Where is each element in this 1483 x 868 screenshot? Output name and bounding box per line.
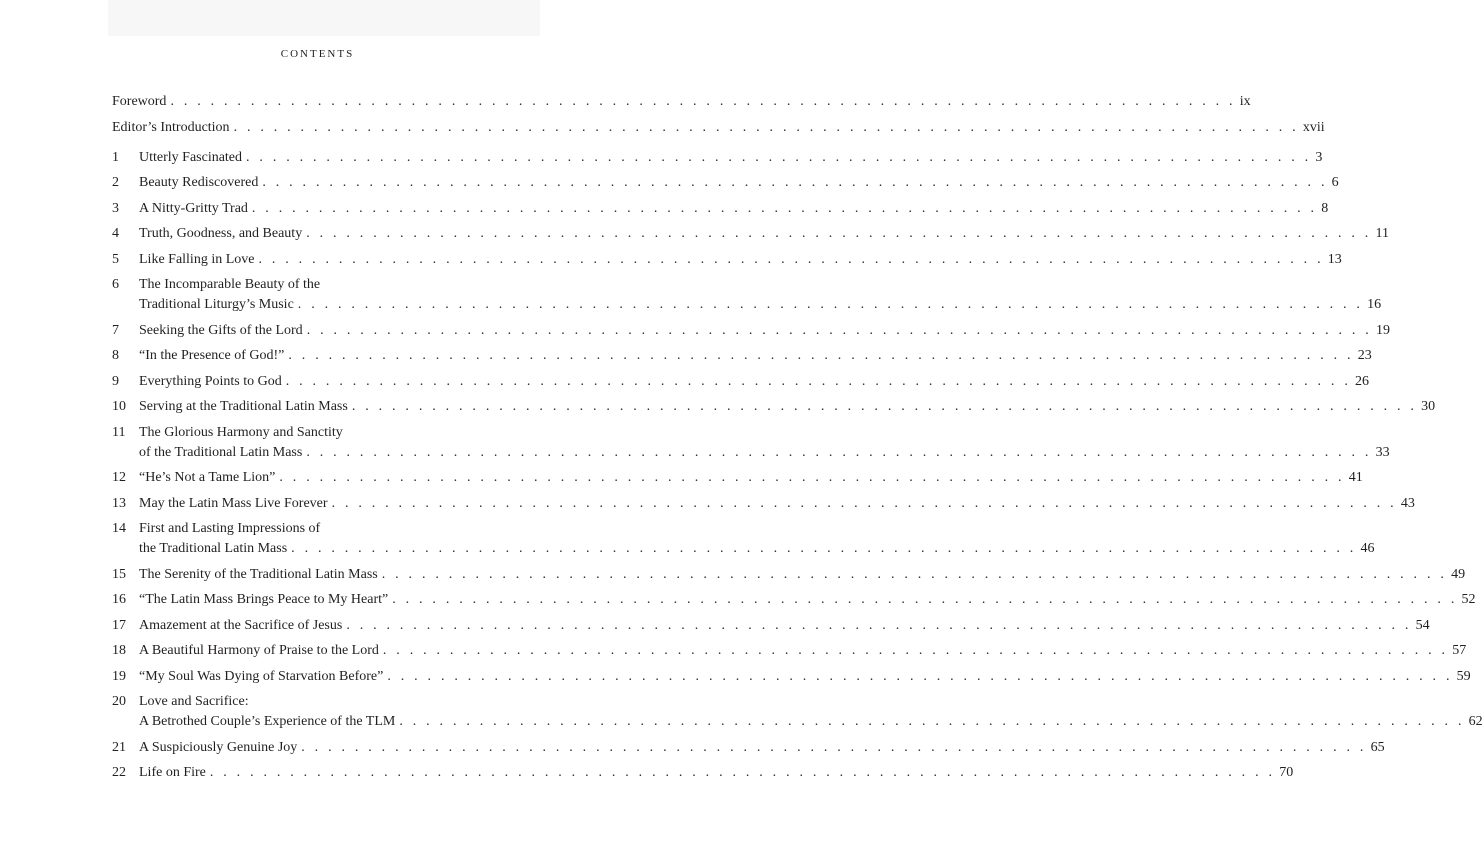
toc-line — [139, 692, 537, 712]
entry-title: Utterly Fascinated — [139, 149, 243, 165]
toc-line — [139, 295, 1382, 315]
toc-line — [139, 641, 1467, 661]
toc-chapter-entry[interactable] — [112, 616, 1430, 636]
entry-title: Foreword — [112, 94, 167, 109]
entry-title: A Nitty-Gritty Trad — [139, 200, 248, 216]
entry-title: The Incomparable Beauty of the — [139, 277, 321, 292]
chapter-number: 6 — [112, 277, 119, 292]
dot-leader: . . . . . . . . . . . . . . . . . . . . . . . . . . . . . . . . . . . . . . . . . . . . . . . . . . . . . . . . . . . . . . . . . . . . . . . . . . . . . . . . — [387, 668, 1453, 684]
chapter-number: 1 — [112, 149, 119, 165]
page-number: 57 — [1452, 643, 1467, 658]
entry-body — [139, 224, 1389, 244]
page-number: 23 — [1357, 348, 1372, 363]
entry-title: “He’s Not a Tame Lion” — [139, 470, 276, 485]
page-number: 13 — [1327, 251, 1342, 267]
dot-leader: . . . . . . . . . . . . . . . . . . . . . . . . . . . . . . . . . . . . . . . . . . . . . . . . . . . . . . . . . . . . . . . . . . . . . . . . . . . . . . . . — [170, 94, 1236, 109]
page-number: 3 — [1315, 149, 1323, 165]
toc-line — [139, 712, 1483, 732]
dot-leader: . . . . . . . . . . . . . . . . . . . . . . . . . . . . . . . . . . . . . . . . . . . . . . . . . . . . . . . . . . . . . . . . . . . . . . . . . . . . . . . . — [399, 714, 1465, 729]
toc-line — [139, 423, 537, 443]
toc-line — [139, 275, 537, 295]
page-number: 6 — [1331, 175, 1339, 190]
entry-title: A Beautiful Harmony of Praise to the Lord — [139, 643, 379, 658]
dot-leader: . . . . . . . . . . . . . . . . . . . . . . . . . . . . . . . . . . . . . . . . . . . . . . . . . . . . . . . . . . . . . . . . . . . . . . . . . . . . . . . . — [297, 297, 1364, 312]
page-number: 11 — [1375, 226, 1389, 241]
toc-chapter-entry[interactable] — [112, 199, 1329, 219]
page-number: 52 — [1461, 592, 1476, 607]
toc-chapter-entry[interactable] — [112, 173, 1339, 193]
chapter-number: 20 — [112, 694, 126, 709]
page-number: 54 — [1415, 617, 1430, 633]
entry-body — [139, 590, 1476, 610]
table-of-contents — [112, 92, 1483, 789]
dot-leader: . . . . . . . . . . . . . . . . . . . . . . . . . . . . . . . . . . . . . . . . . . . . . . . . . . . . . . . . . . . . . . . . . . . . . . . . . . . . . . . . — [258, 251, 1324, 267]
chapter-number: 18 — [112, 643, 126, 658]
toc-line — [139, 321, 1390, 341]
toc-line — [139, 372, 1370, 392]
chapter-number: 21 — [112, 739, 126, 755]
toc-chapter-entry[interactable] — [112, 692, 1483, 732]
entry-title: The Glorious Harmony and Sanctity — [139, 424, 343, 440]
page-number: 70 — [1279, 765, 1294, 780]
entry-title: of the Traditional Latin Mass — [139, 444, 303, 460]
toc-chapter-entry[interactable] — [112, 346, 1372, 366]
toc-chapter-entry[interactable] — [112, 148, 1323, 168]
entry-title: Everything Points to God — [139, 373, 282, 389]
entry-title: Amazement at the Sacrifice of Jesus — [139, 617, 343, 633]
toc-chapter-entry[interactable] — [112, 519, 1375, 559]
chapter-number: 7 — [112, 322, 119, 338]
entry-body — [139, 616, 1430, 636]
entry-title: Traditional Liturgy’s Music — [139, 297, 294, 312]
entry-title: May the Latin Mass Live Forever — [139, 495, 328, 511]
toc-chapter-entry[interactable] — [112, 738, 1385, 758]
toc-chapter-entry[interactable] — [112, 565, 1466, 585]
toc-chapter-entry[interactable] — [112, 423, 1390, 463]
entry-body — [139, 423, 1390, 463]
toc-chapter-entry[interactable] — [112, 641, 1467, 661]
chapter-number: 4 — [112, 226, 119, 241]
entry-body — [139, 468, 1363, 488]
entry-body — [139, 738, 1385, 758]
entry-title: “The Latin Mass Brings Peace to My Heart” — [139, 592, 389, 607]
entry-title: A Betrothed Couple’s Experience of the TLM — [139, 714, 396, 729]
toc-front-entry[interactable] — [112, 92, 1251, 112]
dot-leader: . . . . . . . . . . . . . . . . . . . . . . . . . . . . . . . . . . . . . . . . . . . . . . . . . . . . . . . . . . . . . . . . . . . . . . . . . . . . . . . . — [346, 617, 1412, 633]
dot-leader: . . . . . . . . . . . . . . . . . . . . . . . . . . . . . . . . . . . . . . . . . . . . . . . . . . . . . . . . . . . . . . . . . . . . . . . . . . . . . . . . — [381, 566, 1448, 582]
toc-line — [139, 565, 1466, 585]
entry-body — [139, 519, 1375, 559]
entry-body — [139, 346, 1372, 366]
toc-chapter-entry[interactable] — [112, 468, 1363, 488]
dot-leader: . . . . . . . . . . . . . . . . . . . . . . . . . . . . . . . . . . . . . . . . . . . . . . . . . . . . . . . . . . . . . . . . . . . . . . . . . . . . . . . . — [306, 444, 1372, 460]
entry-body — [139, 321, 1390, 341]
entry-title: Editor’s Introduction — [112, 119, 230, 135]
entry-title: Life on Fire — [139, 765, 206, 780]
toc-chapter-entry[interactable] — [112, 321, 1390, 341]
entry-body — [139, 565, 1466, 585]
chapter-number: 16 — [112, 592, 126, 607]
toc-line — [139, 519, 537, 539]
toc-line — [139, 224, 1389, 244]
chapter-number: 8 — [112, 348, 119, 363]
entry-body — [139, 275, 1382, 315]
toc-chapter-entry[interactable] — [112, 397, 1436, 417]
toc-line — [139, 250, 1342, 270]
entry-body — [139, 372, 1370, 392]
chapter-number: 3 — [112, 200, 119, 216]
dot-leader: . . . . . . . . . . . . . . . . . . . . . . . . . . . . . . . . . . . . . . . . . . . . . . . . . . . . . . . . . . . . . . . . . . . . . . . . . . . . . . . . — [331, 495, 1397, 511]
toc-line — [139, 763, 1294, 783]
page-number: 65 — [1370, 739, 1385, 755]
dot-leader: . . . . . . . . . . . . . . . . . . . . . . . . . . . . . . . . . . . . . . . . . . . . . . . . . . . . . . . . . . . . . . . . . . . . . . . . . . . . . . . . — [392, 592, 1458, 607]
entry-body — [139, 641, 1467, 661]
toc-line — [139, 590, 1476, 610]
entry-title: Truth, Goodness, and Beauty — [139, 226, 303, 241]
dot-leader: . . . . . . . . . . . . . . . . . . . . . . . . . . . . . . . . . . . . . . . . . . . . . . . . . . . . . . . . . . . . . . . . . . . . . . . . . . . . . . . . — [233, 119, 1299, 135]
toc-line — [139, 738, 1385, 758]
dot-leader: . . . . . . . . . . . . . . . . . . . . . . . . . . . . . . . . . . . . . . . . . . . . . . . . . . . . . . . . . . . . . . . . . . . . . . . . . . . . . . . . — [288, 348, 1354, 363]
chapter-list — [112, 148, 1483, 784]
dot-leader: . . . . . . . . . . . . . . . . . . . . . . . . . . . . . . . . . . . . . . . . . . . . . . . . . . . . . . . . . . . . . . . . . . . . . . . . . . . . . . . . — [382, 643, 1449, 658]
entry-body — [139, 397, 1436, 417]
entry-title: First and Lasting Impressions of — [139, 521, 321, 536]
dot-leader: . . . . . . . . . . . . . . . . . . . . . . . . . . . . . . . . . . . . . . . . . . . . . . . . . . . . . . . . . . . . . . . . . . . . . . . . . . . . . . . . — [251, 200, 1318, 216]
chapter-number: 14 — [112, 521, 126, 536]
toc-chapter-entry[interactable] — [112, 494, 1415, 514]
chapter-number: 10 — [112, 399, 126, 414]
toc-chapter-entry[interactable] — [112, 275, 1382, 315]
entry-body — [112, 118, 1325, 138]
page-number: ix — [1239, 94, 1251, 109]
page-number: 43 — [1400, 495, 1415, 511]
chapter-number: 5 — [112, 251, 119, 267]
page-header-strip — [108, 0, 540, 36]
entry-title: Like Falling in Love — [139, 251, 255, 267]
entry-title: “My Soul Was Dying of Starvation Before” — [139, 668, 384, 684]
toc-line — [139, 173, 1339, 193]
page-number: 49 — [1451, 566, 1466, 582]
entry-body — [139, 173, 1339, 193]
entry-body — [139, 199, 1329, 219]
toc-chapter-entry[interactable] — [112, 667, 1471, 687]
dot-leader: . . . . . . . . . . . . . . . . . . . . . . . . . . . . . . . . . . . . . . . . . . . . . . . . . . . . . . . . . . . . . . . . . . . . . . . . . . . . . . . . — [262, 175, 1328, 190]
chapter-number: 19 — [112, 668, 126, 684]
dot-leader: . . . . . . . . . . . . . . . . . . . . . . . . . . . . . . . . . . . . . . . . . . . . . . . . . . . . . . . . . . . . . . . . . . . . . . . . . . . . . . . . — [306, 226, 1372, 241]
entry-title: the Traditional Latin Mass — [139, 541, 288, 556]
dot-leader: . . . . . . . . . . . . . . . . . . . . . . . . . . . . . . . . . . . . . . . . . . . . . . . . . . . . . . . . . . . . . . . . . . . . . . . . . . . . . . . . — [209, 765, 1276, 780]
entry-title: Seeking the Gifts of the Lord — [139, 322, 303, 338]
chapter-number: 2 — [112, 175, 119, 190]
toc-line — [139, 616, 1430, 636]
toc-line — [112, 118, 1325, 138]
dot-leader: . . . . . . . . . . . . . . . . . . . . . . . . . . . . . . . . . . . . . . . . . . . . . . . . . . . . . . . . . . . . . . . . . . . . . . . . . . . . . . . . — [351, 399, 1418, 414]
page-number: 62 — [1468, 714, 1483, 729]
chapter-number: 11 — [112, 424, 126, 440]
chapter-number: 15 — [112, 566, 126, 582]
toc-line — [112, 92, 1251, 112]
entry-title: The Serenity of the Traditional Latin Mass — [139, 566, 378, 582]
toc-chapter-entry[interactable] — [112, 763, 1294, 783]
page-number: 16 — [1367, 297, 1382, 312]
page-title: contents — [280, 45, 355, 61]
toc-line — [139, 346, 1372, 366]
page-number: 8 — [1321, 200, 1329, 216]
toc-front-entry[interactable] — [112, 118, 1325, 138]
entry-body — [139, 494, 1415, 514]
toc-line — [139, 443, 1390, 463]
chapter-number: 13 — [112, 495, 126, 511]
dot-leader: . . . . . . . . . . . . . . . . . . . . . . . . . . . . . . . . . . . . . . . . . . . . . . . . . . . . . . . . . . . . . . . . . . . . . . . . . . . . . . . . — [301, 739, 1367, 755]
toc-line — [139, 148, 1323, 168]
page-number: 41 — [1348, 470, 1363, 485]
entry-title: Love and Sacrifice: — [139, 694, 249, 709]
dot-leader: . . . . . . . . . . . . . . . . . . . . . . . . . . . . . . . . . . . . . . . . . . . . . . . . . . . . . . . . . . . . . . . . . . . . . . . . . . . . . . . . — [291, 541, 1357, 556]
page-number: 46 — [1360, 541, 1375, 556]
toc-chapter-entry[interactable] — [112, 372, 1370, 392]
entry-body — [139, 148, 1323, 168]
page-number: 26 — [1355, 373, 1370, 389]
entry-body — [112, 92, 1251, 112]
dot-leader: . . . . . . . . . . . . . . . . . . . . . . . . . . . . . . . . . . . . . . . . . . . . . . . . . . . . . . . . . . . . . . . . . . . . . . . . . . . . . . . . — [306, 322, 1372, 338]
toc-line — [139, 539, 1375, 559]
page-number: 59 — [1456, 668, 1471, 684]
chapter-number: 22 — [112, 765, 126, 780]
page-number: 19 — [1376, 322, 1390, 338]
toc-line — [139, 667, 1471, 687]
chapter-number: 12 — [112, 470, 126, 485]
toc-line — [139, 397, 1436, 417]
toc-line — [139, 494, 1415, 514]
toc-line — [139, 468, 1363, 488]
entry-body — [139, 250, 1342, 270]
chapter-number: 9 — [112, 373, 119, 389]
dot-leader: . . . . . . . . . . . . . . . . . . . . . . . . . . . . . . . . . . . . . . . . . . . . . . . . . . . . . . . . . . . . . . . . . . . . . . . . . . . . . . . . — [246, 149, 1312, 165]
page-number: 33 — [1375, 444, 1390, 460]
entry-body — [139, 667, 1471, 687]
page-number: 30 — [1421, 399, 1436, 414]
chapter-number: 17 — [112, 617, 126, 633]
toc-chapter-entry[interactable] — [112, 224, 1389, 244]
entry-body — [139, 692, 1483, 732]
entry-title: A Suspiciously Genuine Joy — [139, 739, 298, 755]
front-matter-list — [112, 92, 1325, 138]
page-number: xvii — [1302, 119, 1325, 135]
dot-leader: . . . . . . . . . . . . . . . . . . . . . . . . . . . . . . . . . . . . . . . . . . . . . . . . . . . . . . . . . . . . . . . . . . . . . . . . . . . . . . . . — [285, 373, 1352, 389]
entry-title: “In the Presence of God!” — [139, 348, 285, 363]
toc-line — [139, 199, 1329, 219]
entry-title: Beauty Rediscovered — [139, 175, 259, 190]
entry-title: Serving at the Traditional Latin Mass — [139, 399, 348, 414]
toc-chapter-entry[interactable] — [112, 250, 1342, 270]
entry-body — [139, 763, 1294, 783]
toc-chapter-entry[interactable] — [112, 590, 1476, 610]
dot-leader: . . . . . . . . . . . . . . . . . . . . . . . . . . . . . . . . . . . . . . . . . . . . . . . . . . . . . . . . . . . . . . . . . . . . . . . . . . . . . . . . — [279, 470, 1345, 485]
